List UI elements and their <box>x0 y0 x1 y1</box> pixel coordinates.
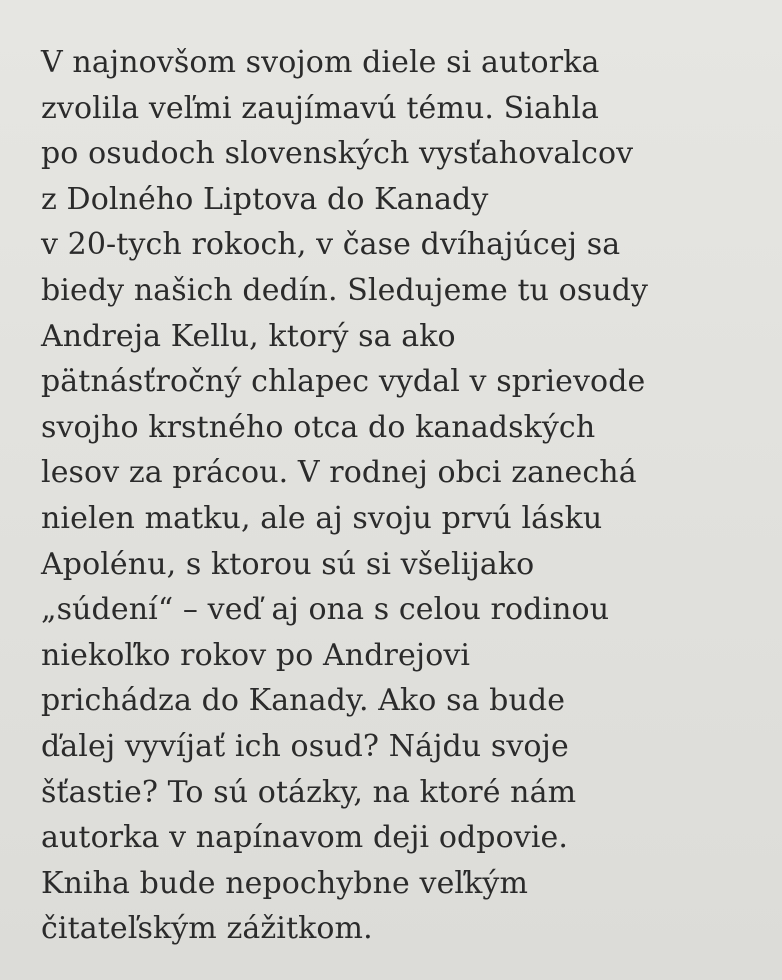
text-line: prichádza do Kanady. Ako sa bude <box>41 683 566 719</box>
text-line: autorka v napínavom deji odpovie. <box>41 820 569 856</box>
book-blurb-text <box>41 40 761 952</box>
text-line: Andreja Kellu, ktorý sa ako <box>41 318 456 354</box>
text-line: z Dolného Liptova do Kanady <box>41 181 489 217</box>
text-line: svojho krstného otca do kanadských <box>41 409 596 445</box>
text-line: Apolénu, s ktorou sú si všelijako <box>41 546 535 582</box>
text-line: „súdení“ – veď aj ona s celou rodinou <box>41 592 610 628</box>
text-line: ďalej vyvíjať ich osud? Nájdu svoje <box>41 728 569 764</box>
text-line: nielen matku, ale aj svoju prvú lásku <box>41 500 603 536</box>
text-line: Kniha bude nepochybne veľkým <box>41 865 528 901</box>
text-line: šťastie? To sú otázky, na ktoré nám <box>41 774 577 810</box>
text-line: v 20-tych rokoch, v čase dvíhajúcej sa <box>41 227 621 263</box>
text-line: pätnásťročný chlapec vydal v sprievode <box>41 364 646 400</box>
text-line: po osudoch slovenských vysťahovalcov <box>41 136 634 172</box>
text-line: zvolila veľmi zaujímavú tému. Siahla <box>41 90 600 126</box>
text-line: lesov za prácou. V rodnej obci zanechá <box>41 455 637 491</box>
text-line: V najnovšom svojom diele si autorka <box>41 45 600 80</box>
text-line: biedy našich dedín. Sledujeme tu osudy <box>41 272 649 308</box>
text-line: čitateľským zážitkom. <box>41 911 373 947</box>
text-line: niekoľko rokov po Andrejovi <box>41 637 471 673</box>
